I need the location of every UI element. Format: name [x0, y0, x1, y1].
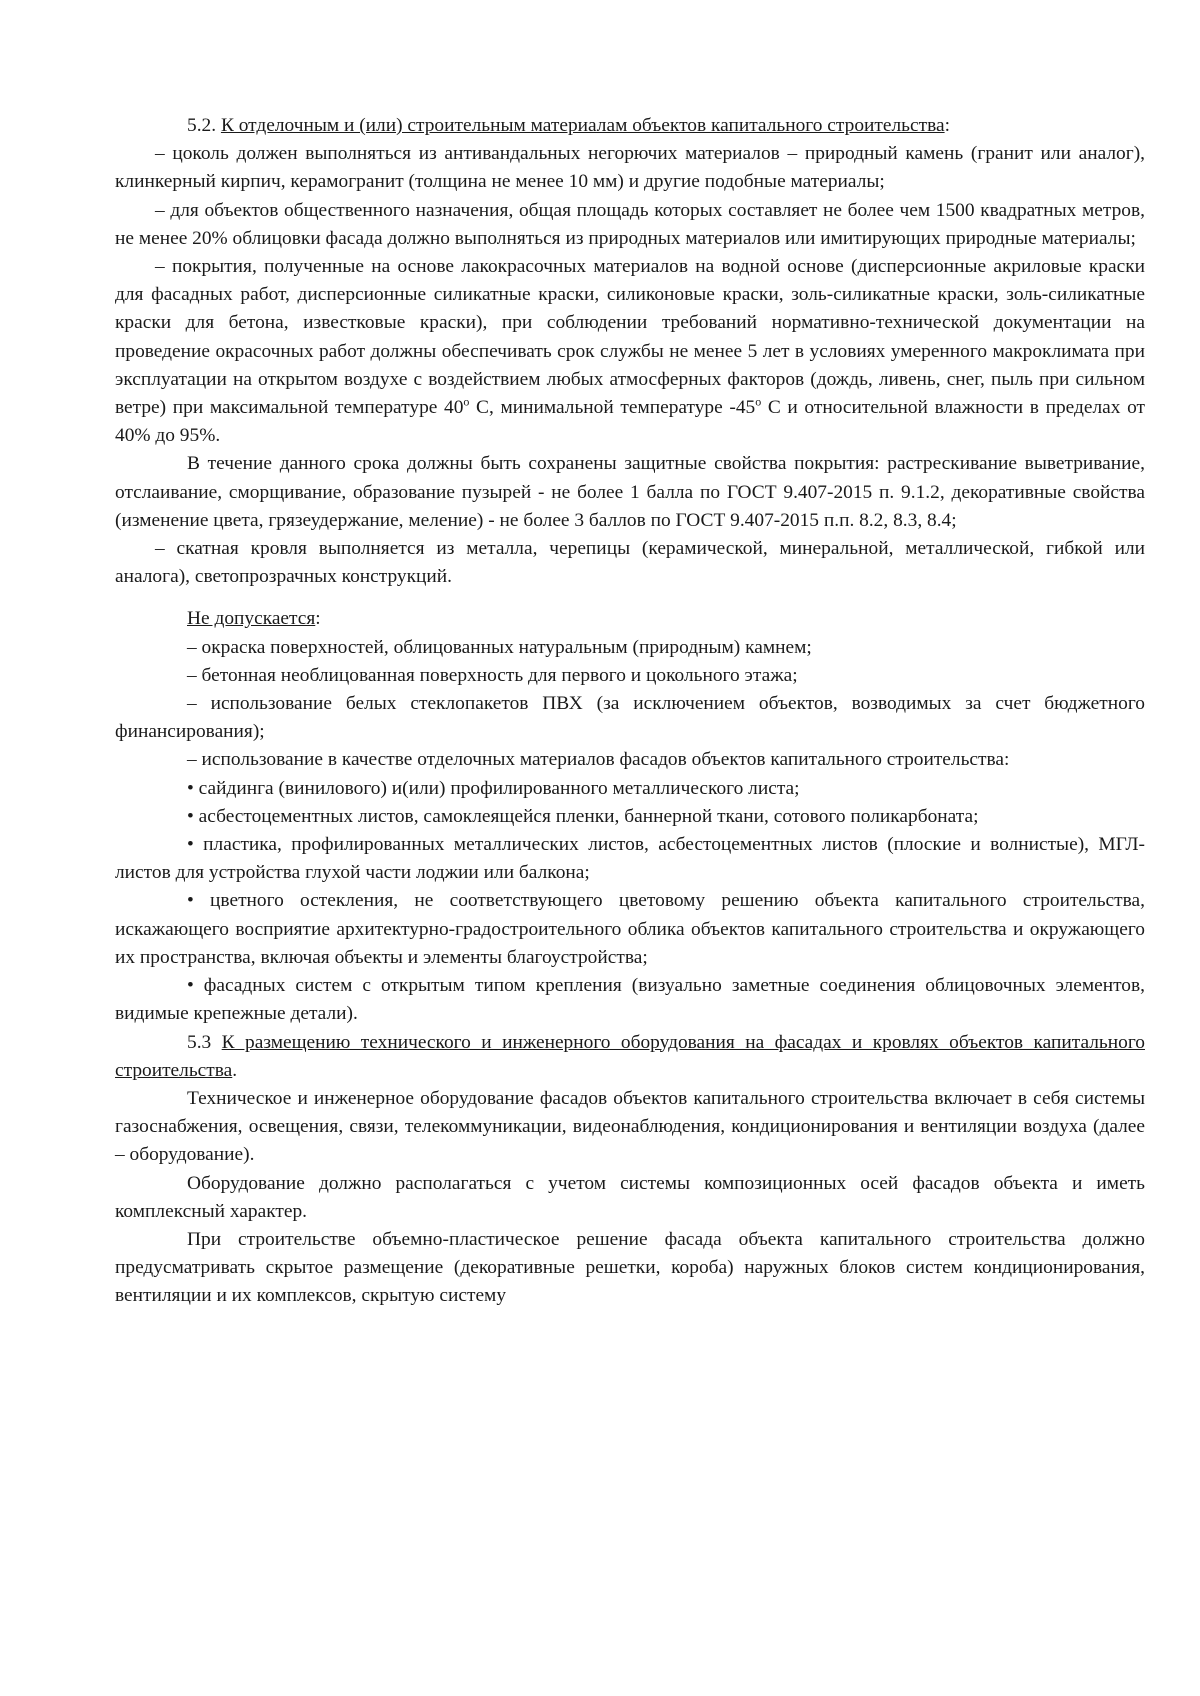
section-number: 5.3: [187, 1031, 222, 1053]
list-item: – бетонная необлицованная поверхность для первого и цокольного этажа;: [187, 664, 798, 686]
body-paragraph: Техническое и инженерное оборудование фасадов объектов капитального строительства включает в себя системы газоснабжения, освещения, связи, телекоммуникации, видеонаблюдения, кондиционирования и вентиляции воздуха (далее – оборудование).: [115, 1087, 1145, 1166]
body-paragraph: При строительстве объемно-пластическое решение фасада объекта капитального строительства должно предусматривать скрытое размещение (декоративные решетки, короба) наружных блоков систем кондиционирования, вентиляции и их комплексов, скрытую систему: [115, 1228, 1145, 1307]
bullet-item: • фасадных систем с открытым типом крепления (визуально заметные соединения облицовочных элементов, видимые крепежные детали).: [115, 975, 1145, 1025]
section-number: 5.2.: [187, 115, 221, 136]
punctuation: :: [315, 608, 321, 630]
section-5-2-heading: [115, 112, 1145, 140]
section-5-3-heading: [115, 1029, 1145, 1085]
subheading-text: Не допускается: [187, 608, 316, 630]
paragraph-text: – покрытия, полученные на основе лакокрасочных материалов на водной основе (дисперсионные акриловые краски для фасадных работ, дисперсионные силикатные краски, силиконовые краски, золь-силикатные краски, золь-силикатные краски для бетона, известковые краски), при соблюдении требований нормативно-технической документации на проведение окрасочных работ должны обеспечивать срок службы не менее 5 лет в условиях умеренного макроклимата при эксплуатации на открытом воздухе с воздействием любых атмосферных факторов (дождь, ливень, снег, пыль при сильном ветре) при максимальной температуре 40: [115, 256, 1145, 419]
list-item: – цоколь должен выполняться из антивандальных негорючих материалов – природный камень (гранит или аналог), клинкерный кирпич, керамогранит (толщина не менее 10 мм) и другие подобные материалы;: [115, 143, 1145, 193]
bullet-item: • цветного остекления, не соответствующего цветовому решению объекта капитального строительства, искажающего восприятие архитектурно-градостроительного облика объектов капитального строительства и окружающего их пространства, включая объекты и элементы благоустройства;: [115, 890, 1145, 968]
coatings-paragraph: [115, 253, 1145, 450]
degree-sign: о: [755, 394, 762, 409]
degree-sign: о: [463, 394, 470, 409]
list-item: – для объектов общественного назначения, общая площадь которых составляет не более чем 1500 квадратных метров, не менее 20% облицовки фасада должно выполняться из природных материалов или имитирующих природные материалы;: [115, 199, 1145, 249]
punctuation: :: [944, 115, 950, 136]
bullet-item: • сайдинга (винилового) и(или) профилированного металлического листа;: [187, 777, 800, 799]
roof-paragraph: – скатная кровля выполняется из металла, черепицы (керамической, минеральной, металлической, гибкой или аналога), светопрозрачных конструкций.: [115, 538, 1145, 588]
paragraph-text: С и относительной влажности в пределах от 40% до 95%.: [115, 397, 1146, 447]
list-item: – использование белых стеклопакетов ПВХ (за исключением объектов, возводимых за счет бюджетного финансирования);: [115, 693, 1145, 743]
list-item: – использование в качестве отделочных материалов фасадов объектов капитального строительства:: [187, 749, 1010, 771]
bullet-item: • пластика, профилированных металлических листов, асбестоцементных листов (плоские и волнистые), МГЛ-листов для устройства глухой части лоджии или балкона;: [115, 834, 1145, 884]
section-title: К размещению технического и инженерного оборудования на фасадах и кровлях объектов капитального строительства: [115, 1031, 1145, 1081]
protective-properties-paragraph: В течение данного срока должны быть сохранены защитные свойства покрытия: растрескивание выветривание, отслаивание, сморщивание, образование пузырей - не более 1 балла по ГОСТ 9.407-2015 п. 9.1.2, декоративные свойства (изменение цвета, грязеудержание, меление) - не более 3 баллов по ГОСТ 9.407-2015 п.п. 8.2, 8.3, 8.4;: [115, 453, 1145, 531]
bullet-item: • асбестоцементных листов, самоклеящейся пленки, баннерной ткани, сотового поликарбоната;: [187, 805, 979, 827]
paragraph-text: С, минимальной температуре -45: [469, 397, 756, 419]
punctuation: .: [232, 1059, 238, 1081]
list-item: – окраска поверхностей, облицованных натуральным (природным) камнем;: [187, 636, 812, 658]
body-paragraph: Оборудование должно располагаться с учетом системы композиционных осей фасадов объекта и иметь комплексный характер.: [115, 1172, 1145, 1222]
document-page: [115, 112, 1145, 1311]
not-allowed-heading: [115, 605, 1145, 633]
section-title: К отделочным и (или) строительным материалам объектов капитального строительства: [220, 115, 945, 136]
